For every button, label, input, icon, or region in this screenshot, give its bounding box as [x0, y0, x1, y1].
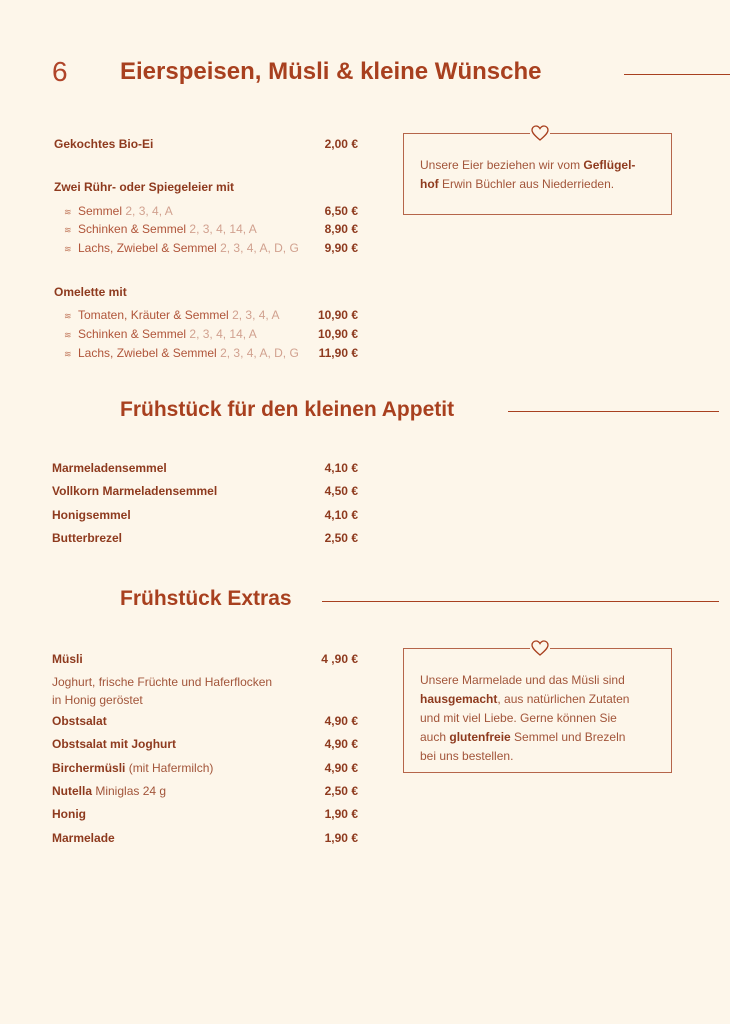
section-title-extras: Frühstück Extras	[120, 587, 292, 610]
section-title-eggs: Eierspeisen, Müsli & kleine Wünsche	[120, 58, 542, 85]
sub-item: ≋ Semmel 2, 3, 4, A	[64, 204, 173, 218]
menu-item-price: 4,90 €	[324, 761, 358, 775]
sub-item-price: 11,90 €	[318, 346, 358, 360]
heart-icon	[530, 124, 550, 142]
info-box-homemade: Unsere Marmelade und das Müsli sind hausgemacht, aus natürlichen Zutaten und mit viel Liebe. Gerne können Sie auch glutenfreie Semmel und Brezeln bei uns bestellen.	[403, 648, 672, 773]
menu-item-name: Vollkorn Marmeladensemmel	[52, 484, 218, 498]
menu-item-description: Joghurt, frische Früchte und Haferflocken in Honig geröstet	[52, 675, 273, 707]
menu-item-price: 4,50 €	[324, 484, 358, 498]
title-rule	[508, 411, 719, 412]
menu-item-price: 4 ,90 €	[321, 652, 358, 666]
wheat-icon: ≋	[64, 225, 72, 235]
section-title-small: Frühstück für den kleinen Appetit	[120, 398, 455, 421]
menu-item-price: 2,50 €	[324, 531, 358, 545]
wheat-icon: ≋	[64, 311, 72, 321]
sub-item: ≋ Lachs, Zwiebel & Semmel 2, 3, 4, A, D, G	[64, 346, 299, 360]
group-heading: Zwei Rühr- oder Spiegeleier mit	[54, 180, 235, 194]
menu-item-price: 2,00 €	[324, 137, 358, 151]
title-rule	[624, 74, 730, 75]
menu-item-name: Honigsemmel	[52, 508, 131, 522]
menu-item-price: 4,90 €	[324, 737, 358, 751]
sub-item: ≋ Schinken & Semmel 2, 3, 4, 14, A	[64, 327, 257, 341]
sub-item-price: 10,90 €	[317, 327, 358, 341]
wheat-icon: ≋	[64, 349, 72, 359]
sub-item-price: 6,50 €	[324, 204, 358, 218]
menu-item-name: Butterbrezel	[52, 531, 123, 545]
sub-item-price: 9,90 €	[324, 241, 358, 255]
menu-item-name: Marmeladensemmel	[52, 461, 167, 475]
sub-item: ≋ Schinken & Semmel 2, 3, 4, 14, A	[64, 222, 257, 236]
page-number: 6	[52, 56, 68, 87]
heart-icon	[530, 639, 550, 657]
menu-item-name: Obstsalat	[52, 714, 107, 728]
sub-item: ≋ Tomaten, Kräuter & Semmel 2, 3, 4, A	[64, 308, 280, 322]
menu-item-price: 1,90 €	[324, 807, 358, 821]
wheat-icon: ≋	[64, 330, 72, 340]
menu-item-name: Honig	[52, 807, 86, 821]
info-box-eggs: Unsere Eier beziehen wir vom Geflügel- hof Erwin Büchler aus Niederrieden.	[403, 133, 672, 215]
menu-item-price: 4,10 €	[324, 508, 358, 522]
sub-item-price: 8,90 €	[324, 222, 358, 236]
menu-item-price: 4,10 €	[324, 461, 358, 475]
menu-item-name: Marmelade	[52, 831, 115, 845]
menu-item-name: Birchermüsli (mit Hafermilch)	[52, 761, 214, 775]
group-heading: Omelette mit	[54, 285, 127, 299]
title-rule	[322, 601, 719, 602]
sub-item-price: 10,90 €	[317, 308, 358, 322]
sub-item: ≋ Lachs, Zwiebel & Semmel 2, 3, 4, A, D, G	[64, 241, 299, 255]
menu-item-name: Obstsalat mit Joghurt	[52, 737, 177, 751]
menu-item-name: Müsli	[52, 652, 83, 666]
wheat-icon: ≋	[64, 244, 72, 254]
menu-item-price: 1,90 €	[324, 831, 358, 845]
menu-item-price: 2,50 €	[324, 784, 358, 798]
menu-item-name: Gekochtes Bio-Ei	[54, 137, 154, 151]
wheat-icon: ≋	[64, 207, 72, 217]
menu-item-price: 4,90 €	[324, 714, 358, 728]
menu-item-name: Nutella Miniglas 24 g	[52, 784, 167, 798]
